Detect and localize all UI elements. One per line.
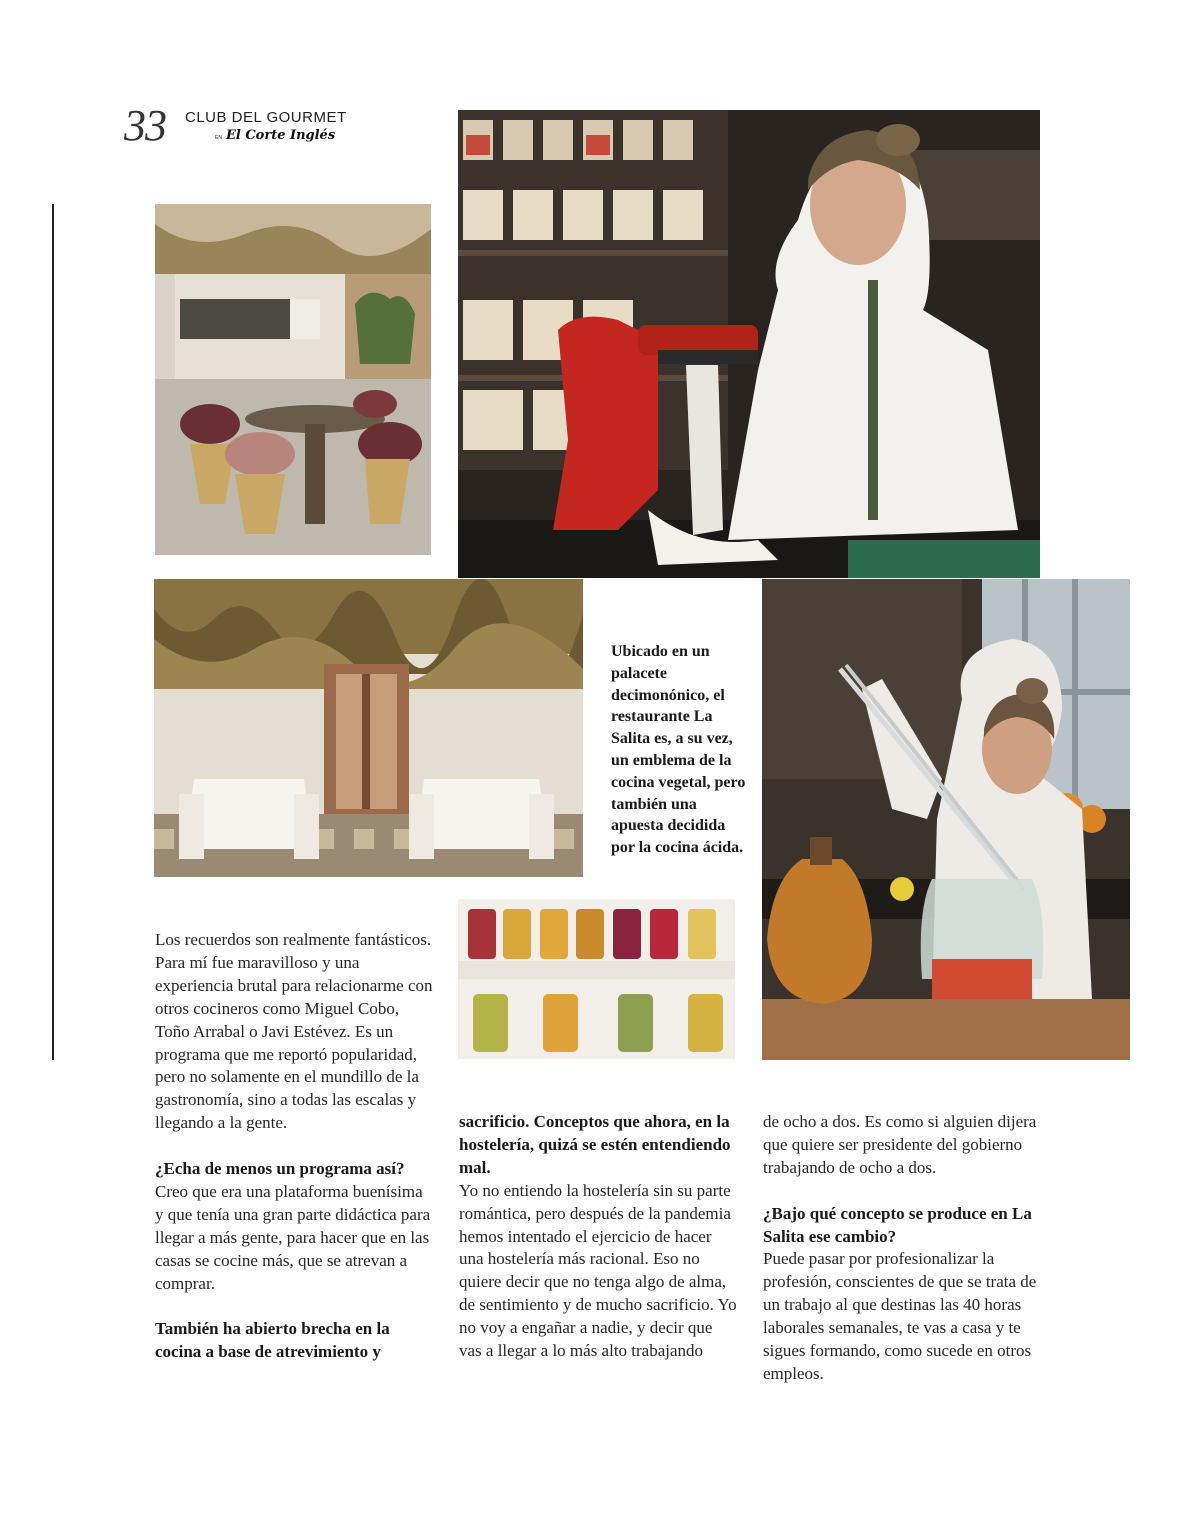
paragraph: Creo que era una plataforma buenísima y que tenía una gran parte didáctica para llegar a más gente, para hacer que en las casas se cocine más, que se atrevan a comprar. [155,1181,431,1293]
page-number: 33 [124,101,166,150]
paragraph: de ocho a dos. Es como si alguien dijera que quiere ser presidente del gobierno trabajando de ocho a dos. [763,1112,1037,1177]
brand-subline [215,128,347,143]
paragraph: Puede pasar por profesionalizar la profesión, conscientes de que se trata de un trabajo al que destinas las 40 horas laborales semanales, te vas a casa y te sigues formando, como sucede en otros empleos. [763,1249,1037,1383]
brand-en: EN [215,135,222,141]
brand-logo [185,110,347,143]
paragraph: Los recuerdos son realmente fantásticos. Para mí fue maravilloso y una experiencia brutal para relacionarme con otros cocineros como Miguel Cobo, Toño Arrabal o Javi Estévez. Es un programa que me reportó popularidad, pero no solamente en el mundillo de la gastronomía, sino a todas las escalas y llegando a la gente. [155,930,433,1133]
photo-caption: Ubicado en un palacete decimonónico, el restaurante La Salita es, a su vez, un emblema de la cocina vegetal, pero también una apuesta decidida por la cocina ácida. [611,643,746,857]
jars-shelf-photo [458,899,735,1059]
terrace-photo [155,204,431,555]
text-column-2 [459,1111,737,1363]
side-rule [52,204,54,1060]
dining-room-photo [154,579,583,877]
brand-name: CLUB DEL GOURMET [185,109,347,126]
chef-jar-photo [762,579,1130,1060]
interview-question: ¿Echa de menos un programa así? [155,1159,405,1179]
chef-pasta-photo [458,110,1040,578]
interview-question: sacrificio. Conceptos que ahora, en la hostelería, quizá se estén entendiendo mal. [459,1112,731,1177]
interview-question: También ha abierto brecha en la cocina a base de atrevimiento y [155,1319,390,1362]
brand-store: El Corte Inglés [225,128,336,143]
paragraph: Yo no entiendo la hostelería sin su parte romántica, pero después de la pandemia hemos intentado el ejercicio de hacer una hostelería más racional. Eso no quiere decir que no tenga algo de alma, de sentimiento y de mucho sacrificio. Yo no voy a engañar a nadie, y decir que vas a llegar a lo más alto trabajando [459,1180,737,1361]
text-column-3 [763,1111,1041,1386]
interview-question: ¿Bajo qué concepto se produce en La Salita ese cambio? [763,1203,1032,1246]
text-column-1 [155,929,433,1364]
